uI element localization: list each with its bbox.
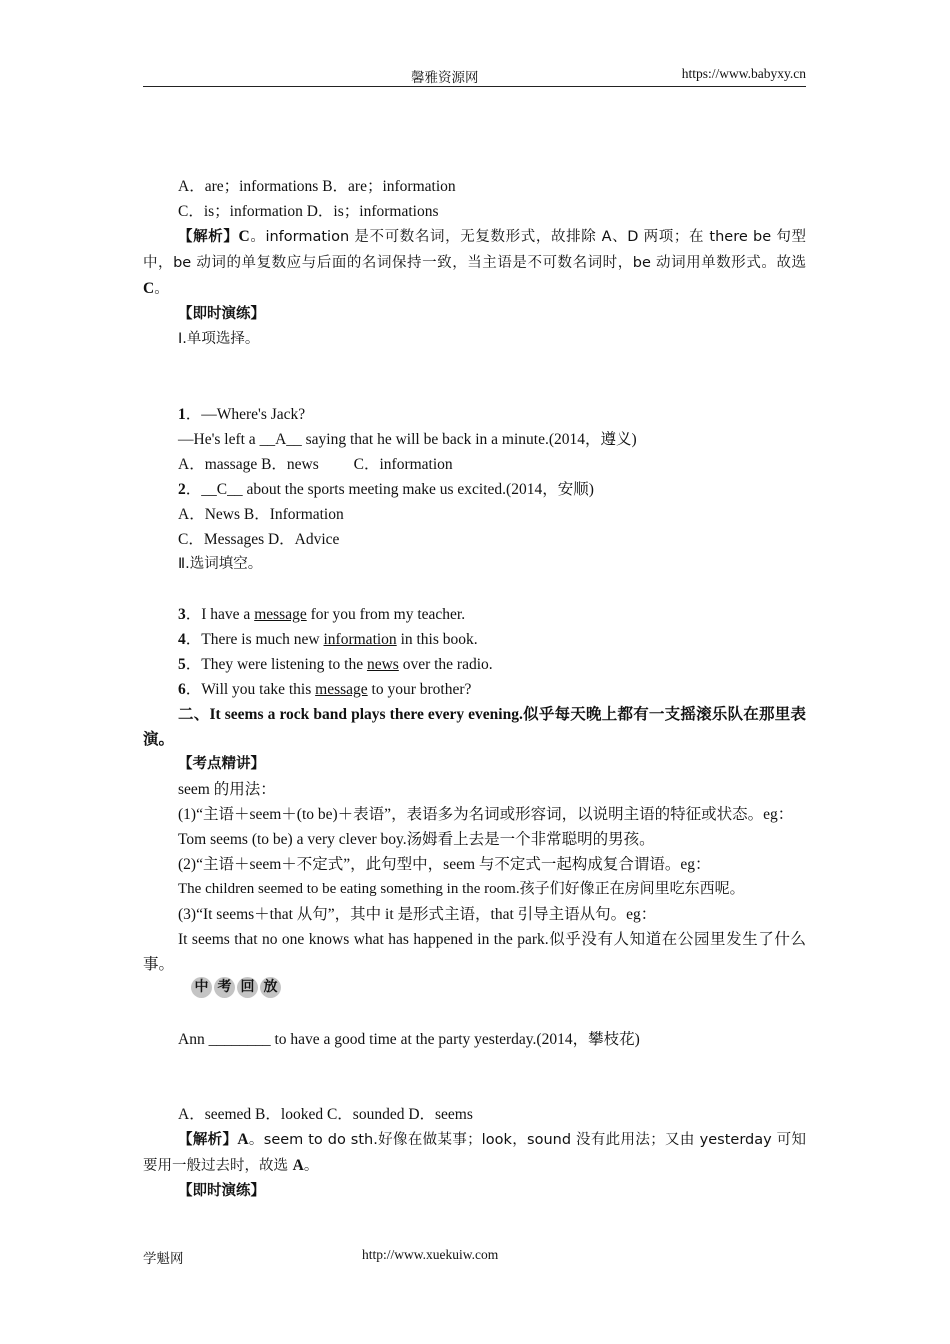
q2-line [143, 477, 806, 502]
section-2-title: 二、It seems a rock band plays there every evening.似乎每天晚上都有一支摇滚乐队在那里表演。 [143, 706, 806, 748]
q1-blank: __A__ [259, 431, 302, 448]
fill-number: 5 [178, 656, 186, 673]
zhongkao-review-badge [143, 977, 806, 1002]
header-url: https://www.babyxy.cn [681, 66, 806, 81]
badge-char: 回 [237, 977, 258, 998]
q1-text-b: saying that he will be back in a minute.(2014，遵义) [301, 431, 637, 448]
fill-pre: ．There is much new [185, 631, 324, 648]
analysis-answer: A [237, 1131, 249, 1148]
practice-heading-2: 【即时演练】 [178, 1183, 265, 1199]
analysis-answer: C [238, 228, 250, 245]
key-point-heading: 【考点精讲】 [178, 756, 265, 772]
fill-answer: message [254, 606, 307, 623]
q7-options: A．seemed B．looked C．sounded D．seems [178, 1106, 473, 1123]
fill-item [143, 677, 806, 702]
part-1-title: Ⅰ.单项选择。 [178, 331, 260, 347]
fill-post: to your brother? [367, 681, 472, 698]
badge-char: 放 [260, 977, 281, 998]
rule-2-example: The children seemed to be eating something in the room.孩子们好像正在房间里吃东西呢。 [178, 881, 745, 897]
q7-question: Ann ________ to have a good time at the party yesterday.(2014，攀枝花) [178, 1031, 640, 1048]
analysis-end: 。 [154, 281, 169, 297]
fill-answer: news [366, 656, 399, 673]
q0-analysis [143, 224, 806, 302]
analysis-text: 。information 是不可数名词，无复数形式，故排除 A、D 两项；在 there be 句型中，be 动词的单复数应与后面的名词保持一致，当主语是不可数名词时，be 动词用单数形式。故选 [143, 229, 806, 271]
part-2-title: Ⅱ.选词填空。 [178, 556, 263, 572]
header-site-name: 馨雅资源网 [411, 70, 479, 85]
q2-text: about the sports meeting make us excited.(2014，安顺) [242, 481, 594, 498]
footer-url: http://www.xuekuiw.com [362, 1247, 499, 1262]
q2-blank: __C__ [201, 481, 243, 498]
q1-question: ．—Where's Jack? [185, 406, 306, 423]
q2-options-2: C．Messages D．Advice [178, 531, 340, 548]
analysis-answer-2: C [143, 280, 155, 297]
q1-number: 1 [178, 406, 186, 423]
practice-heading-1: 【即时演练】 [178, 306, 265, 322]
q0-options-2: C．is；information D．is；informations [178, 203, 439, 220]
fill-number: 3 [178, 606, 186, 623]
fill-item [143, 602, 806, 627]
q1-line-2 [143, 427, 806, 452]
fill-answer: information [323, 631, 397, 648]
rule-1-example: Tom seems (to be) a very clever boy.汤姆看上去是一个非常聪明的男孩。 [178, 831, 655, 848]
fill-answer: message [315, 681, 368, 698]
fill-pre: ．Will you take this [185, 681, 316, 698]
rule-2: (2)“主语＋seem＋不定式”，此句型中，seem 与不定式一起构成复合谓语。eg： [178, 856, 711, 873]
fill-number: 6 [178, 681, 186, 698]
analysis-tag: 【解析】 [178, 229, 239, 245]
analysis-end: 。 [303, 1158, 319, 1174]
analysis-text: 。seem to do sth.好像在做某事；look，sound 没有此用法；又由 yesterday 可知要用一般过去时，故选 [143, 1132, 806, 1174]
fill-number: 4 [178, 631, 186, 648]
page-footer [143, 1247, 806, 1267]
rule-1: (1)“主语＋seem＋(to be)＋表语”，表语多为名词或形容词，以说明主语的特征或状态。eg： [178, 806, 794, 823]
q2-dot: ． [185, 481, 202, 498]
q0-options-1: A．are；informations B．are；information [178, 178, 456, 195]
q7-analysis [143, 1127, 806, 1179]
analysis-answer-2: A [292, 1157, 304, 1174]
q2-options-1: A．News B．Information [178, 506, 344, 523]
page-header [143, 66, 806, 87]
badge-char: 考 [214, 977, 235, 998]
seem-usage: seem 的用法： [178, 781, 276, 798]
fill-post: in this book. [396, 631, 478, 648]
q1-text-a: —He's left a [178, 431, 260, 448]
rule-3-example: It seems that no one knows what has happened in the park.似乎没有人知道在公园里发生了什么事。 [143, 931, 806, 973]
badge-char: 中 [191, 977, 212, 998]
fill-post: for you from my teacher. [306, 606, 466, 623]
fill-post: over the radio. [398, 656, 493, 673]
analysis-tag: 【解析】 [178, 1132, 238, 1148]
q1-line-1 [143, 402, 806, 427]
fill-pre: ．I have a [185, 606, 255, 623]
fill-item [143, 652, 806, 677]
footer-site-name: 学魁网 [143, 1251, 184, 1266]
fill-item [143, 627, 806, 652]
fill-pre: ．They were listening to the [185, 656, 367, 673]
q1-options: A．massage B．news C．information [178, 456, 453, 473]
document-body [143, 174, 806, 1204]
rule-3: (3)“It seems＋that 从句”，其中 it 是形式主语，that 引导主语从句。eg： [178, 906, 657, 923]
q2-number: 2 [178, 481, 186, 498]
